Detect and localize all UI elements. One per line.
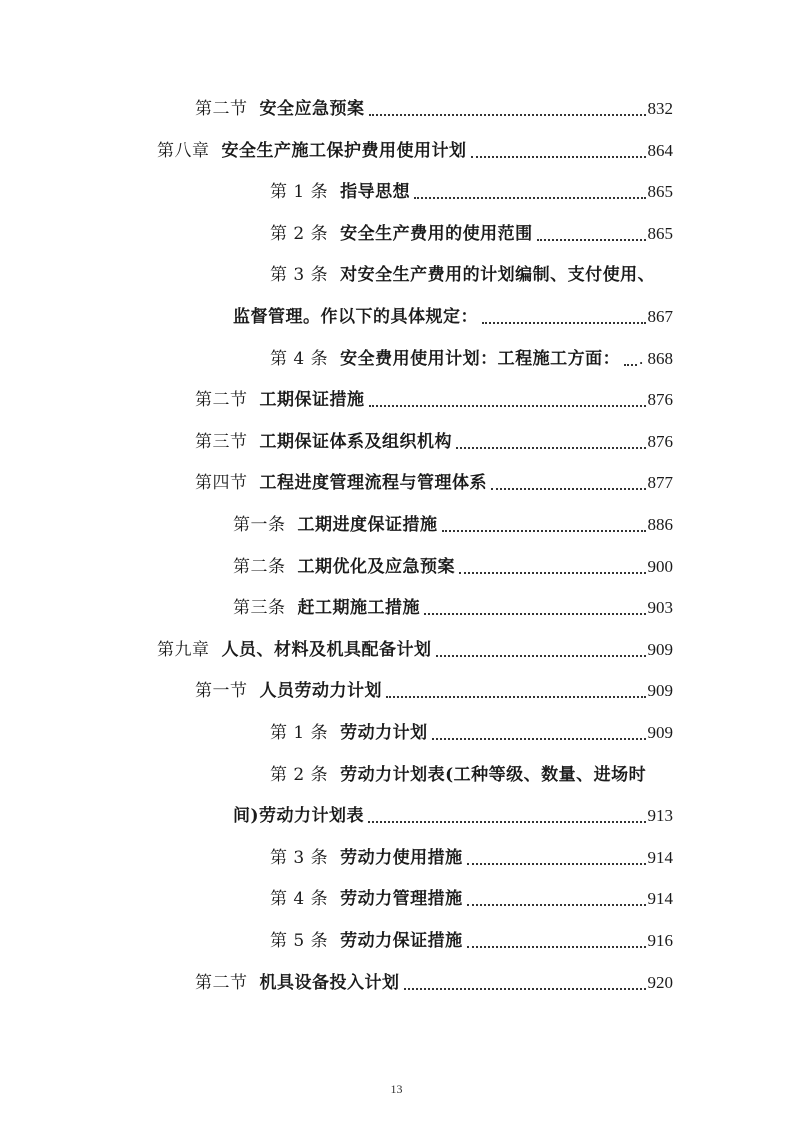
dot-leader — [482, 322, 646, 324]
dot-leader — [537, 239, 646, 241]
toc-entry-title: 安全生产费用的使用范围 — [340, 223, 533, 244]
toc-entry-page: 914 — [647, 847, 673, 867]
toc-entry[interactable] — [233, 510, 673, 540]
toc-entry-page: 913 — [647, 806, 673, 826]
toc-entry[interactable] — [270, 884, 673, 914]
dot-leader — [369, 114, 646, 116]
toc-entry[interactable] — [195, 94, 673, 124]
toc-entry-number: 第一条 — [233, 515, 286, 535]
toc-entry-title: 劳动力计划 — [340, 723, 428, 743]
dot-leader — [368, 821, 645, 823]
toc-entry-number: 第 2 条 — [270, 223, 329, 244]
toc-entry[interactable] — [157, 635, 673, 665]
toc-entry-number: 第九章 — [157, 639, 210, 660]
toc-entry-title: 对安全生产费用的计划编制、支付使用、 — [340, 265, 656, 286]
toc-entry-number: 第八章 — [157, 140, 210, 161]
toc-entry[interactable] — [270, 344, 673, 374]
toc-entry-page: 909 — [647, 723, 673, 742]
toc-entry-page: 876 — [647, 431, 673, 451]
toc-entry-number: 第 1 条 — [270, 723, 329, 743]
toc-entry[interactable] — [233, 593, 673, 623]
toc-entry[interactable] — [270, 843, 673, 873]
toc-entry-title: 工期保证体系及组织机构 — [259, 431, 452, 452]
toc-entry-page: 864 — [647, 140, 673, 160]
toc-entry-title: 劳动力保证措施 — [340, 931, 463, 951]
toc-entry-number: 第一节 — [195, 681, 248, 702]
toc-entry-title: 工程进度管理流程与管理体系 — [259, 473, 487, 494]
toc-entry-number: 第 4 条 — [270, 889, 329, 910]
toc-entry-title: 人员劳动力计划 — [259, 681, 382, 702]
toc-entry-title: 指导思想 — [340, 182, 411, 203]
dot-leader — [624, 364, 637, 366]
toc-entry-title: 工期保证措施 — [259, 390, 365, 411]
toc-entry-title: 间)劳动力计划表 — [233, 806, 365, 827]
toc-entry-page: 865 — [647, 182, 673, 202]
toc-entry[interactable] — [270, 760, 673, 790]
dot-leader — [442, 530, 646, 532]
toc-entry[interactable] — [233, 801, 673, 831]
toc-entry-title: 安全费用使用计划：工程施工方面： — [340, 348, 621, 369]
toc-entry-title: 劳动力计划表(工种等级、数量、进场时 — [340, 764, 647, 785]
toc-entry-number: 第 3 条 — [270, 265, 329, 286]
toc-entry[interactable] — [233, 552, 673, 582]
toc-entry-page: 876 — [647, 390, 673, 410]
toc-entry-page: 877 — [647, 473, 673, 493]
toc-entry[interactable] — [195, 385, 673, 415]
toc-entry-number: 第二节 — [195, 972, 248, 993]
toc-entry[interactable] — [195, 468, 673, 498]
toc-entry-page: 920 — [647, 972, 673, 992]
toc-entry-title: 安全生产施工保护费用使用计划 — [221, 140, 467, 161]
toc-entry-page: 909 — [647, 639, 673, 659]
toc-entry-number: 第 3 条 — [270, 847, 329, 868]
toc-entry[interactable] — [270, 260, 673, 290]
toc-entry-title: 赶工期施工措施 — [297, 598, 420, 619]
dot-leader — [471, 156, 646, 158]
toc-entry-page: 900 — [647, 556, 673, 576]
toc-entry-title: 安全应急预案 — [259, 99, 365, 119]
dot-leader — [404, 988, 646, 990]
toc-entry-title: 监督管理。作以下的具体规定： — [233, 307, 478, 327]
dot-leader — [491, 488, 646, 490]
dot-leader — [414, 197, 645, 199]
toc-entry-page: 886 — [647, 515, 673, 534]
toc-entry-title: 机具设备投入计划 — [259, 972, 400, 993]
toc-entry[interactable] — [157, 136, 673, 166]
dot-leader — [369, 405, 646, 407]
dot-leader — [467, 904, 646, 906]
toc-entry-page: . 868 — [639, 348, 673, 368]
toc-entry-number: 第 1 条 — [270, 182, 329, 203]
toc-entry-page: 865 — [647, 223, 673, 243]
dot-leader — [386, 696, 646, 698]
toc-entry-number: 第 4 条 — [270, 348, 329, 369]
toc-entry-number: 第三节 — [195, 431, 248, 452]
toc-entry-number: 第二节 — [195, 390, 248, 411]
toc-entry-page: 832 — [647, 99, 673, 118]
toc-entry-page: 867 — [647, 307, 673, 326]
toc-entry[interactable] — [270, 177, 673, 207]
dot-leader — [424, 613, 646, 615]
page-number: 13 — [390, 1082, 403, 1096]
toc-entry[interactable] — [195, 968, 673, 998]
dot-leader — [467, 946, 646, 948]
dot-leader — [467, 863, 646, 865]
toc-entry-page: 909 — [647, 681, 673, 701]
toc-entry[interactable] — [195, 427, 673, 457]
toc-entry-number: 第二条 — [233, 556, 286, 577]
toc-entry[interactable] — [233, 302, 673, 332]
toc-entry-title: 工期进度保证措施 — [297, 515, 438, 535]
toc-entry-number: 第 2 条 — [270, 764, 329, 785]
toc-entry[interactable] — [195, 676, 673, 706]
toc-entry-title: 劳动力使用措施 — [340, 847, 463, 868]
toc-entry-page: 916 — [647, 931, 673, 950]
toc-entry-number: 第三条 — [233, 598, 286, 619]
dot-leader — [459, 572, 646, 574]
toc-entry-page: 903 — [647, 598, 673, 618]
toc-entry-page: 914 — [647, 889, 673, 909]
toc-entry[interactable] — [270, 926, 673, 956]
toc-entry[interactable] — [270, 219, 673, 249]
dot-leader — [436, 655, 646, 657]
toc-entry-number: 第四节 — [195, 473, 248, 494]
toc-entry[interactable] — [270, 718, 673, 748]
toc-entry-title: 劳动力管理措施 — [340, 889, 463, 910]
toc-entry-number: 第 5 条 — [270, 931, 329, 951]
toc-entry-number: 第二节 — [195, 99, 248, 119]
toc-entry-title: 工期优化及应急预案 — [297, 556, 455, 577]
dot-leader — [456, 447, 646, 449]
toc-entry-title: 人员、材料及机具配备计划 — [221, 639, 432, 660]
dot-leader — [432, 738, 646, 740]
